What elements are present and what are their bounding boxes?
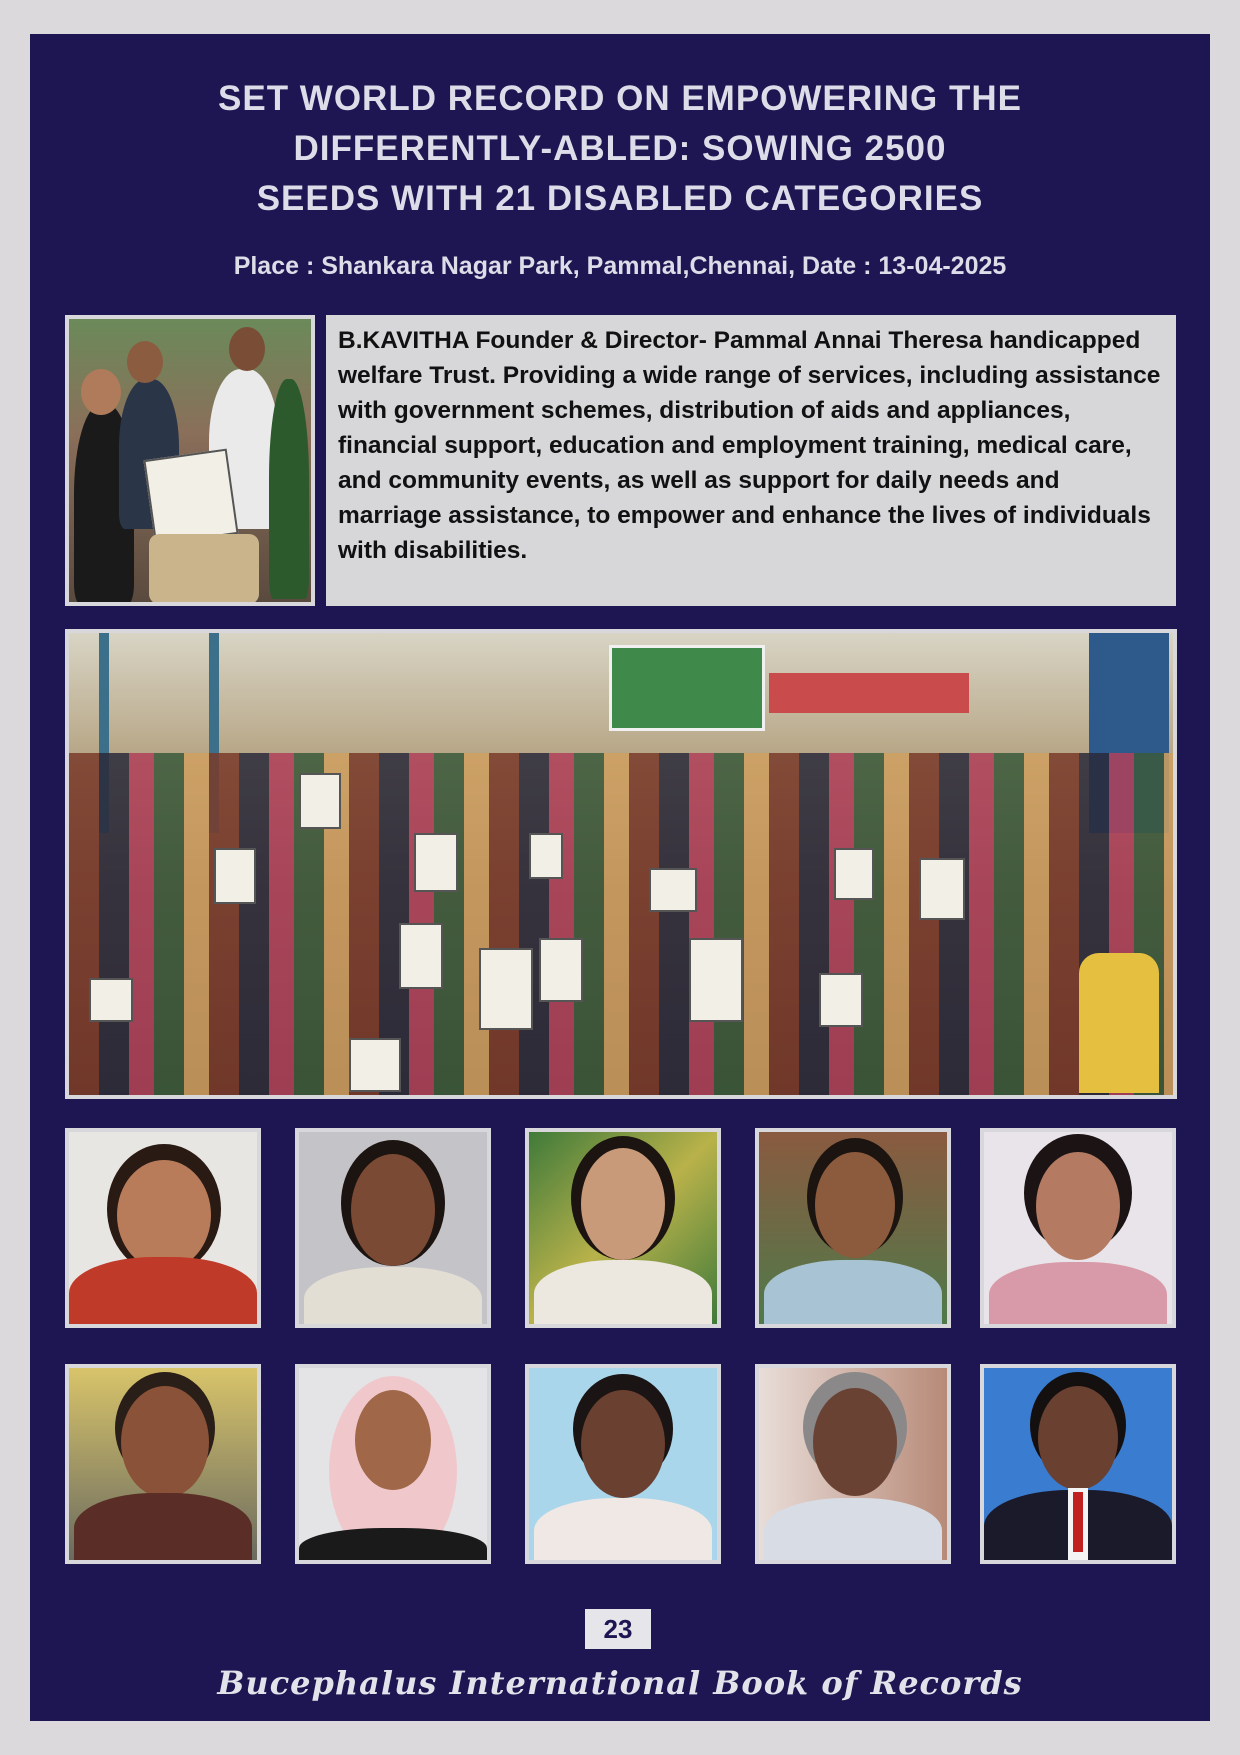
portrait-photo [980,1364,1176,1564]
founder-description: B.KAVITHA Founder & Director- Pammal Annai Theresa handicapped welfare Trust. Providing a wide range of services, including assistance with government schemes, distribution of aids and appliances, financial support, education and employment training, medical care, and community events, as well as support for daily needs and marriage assistance, to empower and enhance the lives of individuals with disabilities. [326,315,1176,606]
page-number: 23 [585,1609,651,1649]
portrait-photo [65,1128,261,1328]
portrait-photo [295,1128,491,1328]
portrait-photo [980,1128,1176,1328]
award-ceremony-photo [65,315,315,606]
title-line-3: SEEDS WITH 21 DISABLED CATEGORIES [256,179,984,218]
portrait-photo [525,1128,721,1328]
title-line-1: SET WORLD RECORD ON EMPOWERING THE [218,79,1022,118]
portrait-photo [65,1364,261,1564]
group-photo [65,629,1177,1099]
page-title [30,74,1210,224]
place-date-line: Place : Shankara Nagar Park, Pammal,Chennai, Date : 13-04-2025 [233,252,1007,280]
publisher-footer: Bucephalus International Book of Records [217,1664,1023,1702]
record-page [30,34,1210,1721]
portrait-photo [525,1364,721,1564]
portrait-photo [755,1128,951,1328]
portrait-photo [755,1364,951,1564]
title-line-2: DIFFERENTLY-ABLED: SOWING 2500 [293,129,947,168]
portrait-photo [295,1364,491,1564]
